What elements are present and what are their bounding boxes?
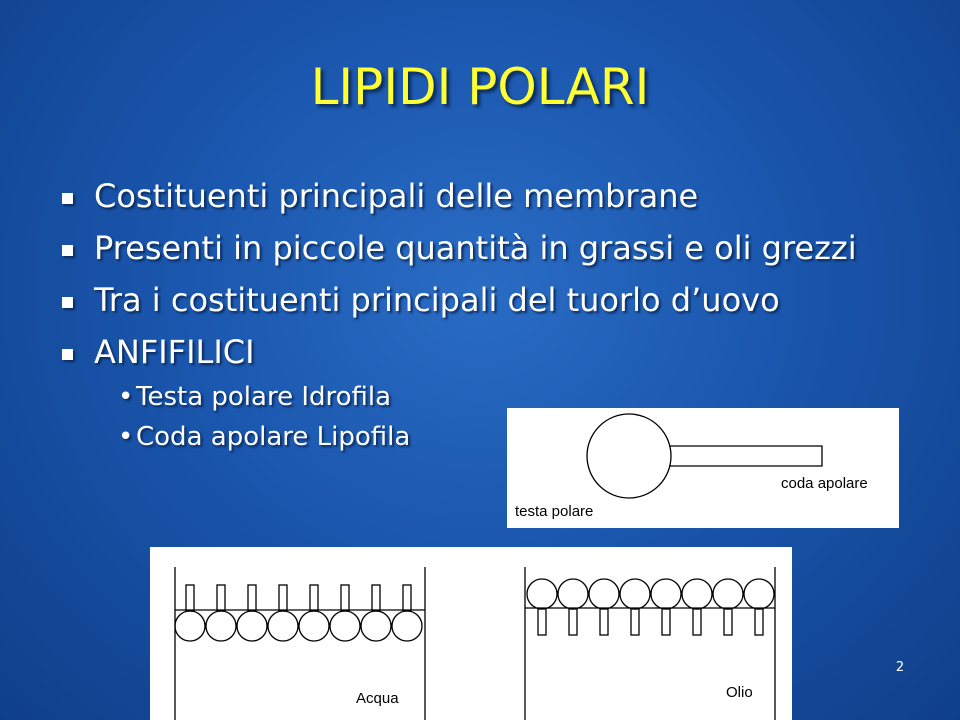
lipid-head-circle <box>589 579 619 609</box>
dot-bullet-icon: • <box>118 382 134 412</box>
interface-orientation-diagram <box>150 547 792 720</box>
lipid-head-circle <box>527 579 557 609</box>
square-bullet-icon <box>62 297 73 308</box>
bullet-item <box>58 280 918 320</box>
bullet-text: Costituenti principali delle membrane <box>94 177 699 215</box>
lipid-tail-rect <box>403 585 411 611</box>
lipid-head-circle <box>361 611 391 641</box>
lipid-head-circle <box>268 611 298 641</box>
square-bullet-icon <box>62 245 73 256</box>
lipid-tail-rect <box>372 585 380 611</box>
lipid-tail-rect <box>248 585 256 611</box>
lipid-tail-rect <box>538 609 546 635</box>
lipid-head-circle <box>237 611 267 641</box>
lipid-head-circle <box>175 611 205 641</box>
lipid-tail-rect <box>724 609 732 635</box>
oil-label: Olio <box>726 684 753 701</box>
bullet-item <box>58 176 918 216</box>
lipid-tail-rect <box>217 585 225 611</box>
lipid-head-circle <box>392 611 422 641</box>
slide-title: LIPIDI POLARI <box>310 58 650 116</box>
lipid-head-circle <box>682 579 712 609</box>
lipid-head-circle <box>713 579 743 609</box>
square-bullet-icon <box>62 349 73 360</box>
tail-label: coda apolare <box>781 475 868 492</box>
lipid-tail-rect <box>693 609 701 635</box>
lipid-tail-rect <box>600 609 608 635</box>
lipid-tail-rect <box>662 609 670 635</box>
square-bullet-icon <box>62 193 73 204</box>
apolar-tail-shape <box>669 446 822 466</box>
lipid-tail-rect <box>631 609 639 635</box>
lipid-head-circle <box>330 611 360 641</box>
lipid-head-circle <box>651 579 681 609</box>
lipid-tail-rect <box>310 585 318 611</box>
lipid-head-circle <box>620 579 650 609</box>
lipid-tail-rect <box>341 585 349 611</box>
bullet-text: Presenti in piccole quantità in grassi e oli grezzi <box>94 229 857 267</box>
lipid-tail-rect <box>755 609 763 635</box>
lipid-tail-rect <box>279 585 287 611</box>
bullet-text: ANFIFILICI <box>94 333 255 371</box>
sub-bullet-text: Coda apolare Lipofila <box>136 422 411 452</box>
lipid-head-circle <box>299 611 329 641</box>
lipid-head-circle <box>558 579 588 609</box>
lipid-tail-rect <box>186 585 194 611</box>
water-label: Acqua <box>356 690 399 707</box>
head-label: testa polare <box>515 503 594 520</box>
lipid-head-circle <box>206 611 236 641</box>
polar-head-circle <box>587 414 671 498</box>
dot-bullet-icon: • <box>118 422 134 452</box>
lipid-tail-rect <box>569 609 577 635</box>
amphiphilic-molecule-diagram <box>507 408 899 528</box>
page-number: 2 <box>895 660 905 675</box>
bullet-item <box>58 332 918 372</box>
bullet-item <box>58 228 918 268</box>
bullet-text: Tra i costituenti principali del tuorlo d’uovo <box>94 281 780 319</box>
lipid-head-circle <box>744 579 774 609</box>
sub-bullet-text: Testa polare Idrofila <box>136 382 392 412</box>
